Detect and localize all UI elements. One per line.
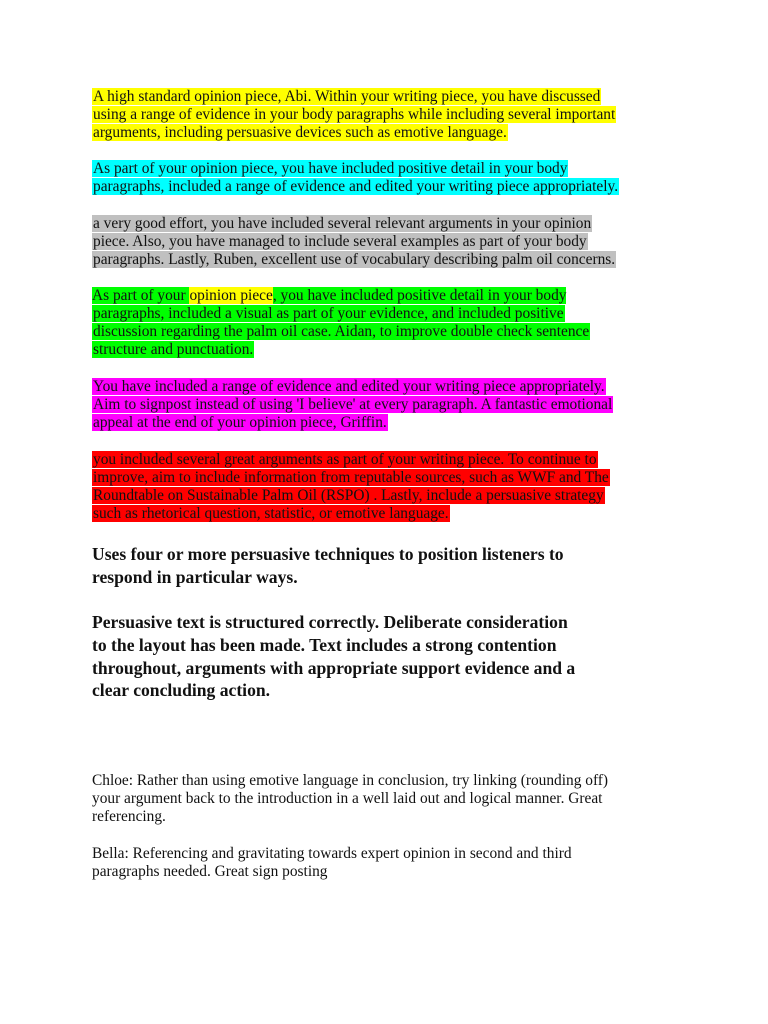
highlighted-text: Roundtable on Sustainable Palm Oil (RSPO) . Lastly, include a persuasive strategy	[93, 487, 604, 504]
highlighted-text: paragraphs, included a range of evidence and edited your writing piece appropriately.	[93, 178, 619, 195]
feedback-line	[92, 88, 616, 106]
feedback-line	[92, 160, 619, 178]
highlighted-text: Aim to signpost instead of using 'I believe' at every paragraph. A fantastic emotional	[93, 396, 613, 413]
highlighted-text: using a range of evidence in your body paragraphs while including several important	[93, 106, 616, 123]
feedback-line	[92, 251, 616, 269]
feedback-line	[92, 341, 590, 359]
feedback-paragraph	[92, 287, 590, 359]
student-comment	[92, 845, 572, 881]
criteria-heading	[92, 611, 575, 702]
highlighted-text: , you have included positive detail in your body	[272, 287, 567, 304]
highlighted-text: As part of your opinion piece, you have included positive detail in your body	[93, 160, 568, 177]
feedback-line	[92, 124, 616, 142]
comment-line: Bella: Referencing and gravitating towards expert opinion in second and third	[92, 845, 572, 862]
feedback-paragraph	[92, 378, 613, 432]
highlighted-text: piece. Also, you have managed to include several examples as part of your body	[93, 233, 587, 250]
student-comment	[92, 772, 608, 826]
feedback-paragraph	[92, 451, 610, 523]
feedback-line	[92, 178, 619, 196]
criteria-line: clear concluding action.	[92, 680, 271, 701]
feedback-line	[92, 469, 610, 487]
feedback-paragraph	[92, 215, 616, 269]
highlighted-text: arguments, including persuasive devices such as emotive language.	[93, 124, 507, 141]
feedback-line	[92, 323, 590, 341]
feedback-line	[92, 215, 616, 233]
comment-line: your argument back to the introduction in a well laid out and logical manner. Great	[92, 790, 603, 807]
criteria-line: Persuasive text is structured correctly. Deliberate consideration	[92, 612, 568, 632]
highlighted-text: paragraphs, included a visual as part of your evidence, and included positive	[93, 305, 564, 322]
feedback-paragraph	[92, 88, 616, 142]
feedback-line	[92, 414, 613, 432]
highlighted-text: discussion regarding the palm oil case. Aidan, to improve double check sentence	[93, 323, 590, 340]
feedback-line	[92, 451, 610, 469]
feedback-line	[92, 396, 613, 414]
feedback-line	[92, 233, 616, 251]
feedback-line	[92, 505, 610, 523]
highlighted-text: You have included a range of evidence and edited your writing piece appropriately.	[93, 378, 605, 395]
highlighted-text: A high standard opinion piece, Abi. Within your writing piece, you have discussed	[93, 88, 601, 105]
highlighted-text: a very good effort, you have included several relevant arguments in your opinion	[93, 215, 592, 232]
comment-line: referencing.	[92, 808, 166, 825]
feedback-line	[92, 487, 610, 505]
highlighted-text: structure and punctuation.	[93, 341, 254, 358]
criteria-line: Uses four or more persuasive techniques to position listeners to	[92, 544, 564, 564]
highlighted-text: opinion piece	[189, 287, 273, 304]
highlighted-text: appeal at the end of your opinion piece, Griffin.	[93, 414, 387, 431]
criteria-line: respond in particular ways.	[92, 566, 298, 587]
comment-line: paragraphs needed. Great sign posting	[92, 863, 328, 880]
highlighted-text: improve, aim to include information from reputable sources, such as WWF and The	[93, 469, 609, 486]
highlighted-text: such as rhetorical question, statistic, or emotive language.	[93, 505, 449, 522]
highlighted-text: As part of your	[92, 287, 190, 304]
highlighted-text: paragraphs. Lastly, Ruben, excellent use of vocabulary describing palm oil concerns.	[93, 251, 616, 268]
comment-line: Chloe: Rather than using emotive language in conclusion, try linking (rounding off)	[92, 772, 609, 789]
criteria-line: throughout, arguments with appropriate support evidence and a	[92, 657, 576, 678]
feedback-paragraph	[92, 160, 619, 196]
feedback-line	[92, 106, 616, 124]
feedback-line	[92, 305, 590, 323]
criteria-line: to the layout has been made. Text includes a strong contention	[92, 634, 557, 655]
feedback-line	[92, 378, 613, 396]
highlighted-text: you included several great arguments as part of your writing piece. To continue to	[93, 451, 597, 468]
criteria-heading	[92, 543, 564, 589]
feedback-line	[92, 287, 590, 305]
